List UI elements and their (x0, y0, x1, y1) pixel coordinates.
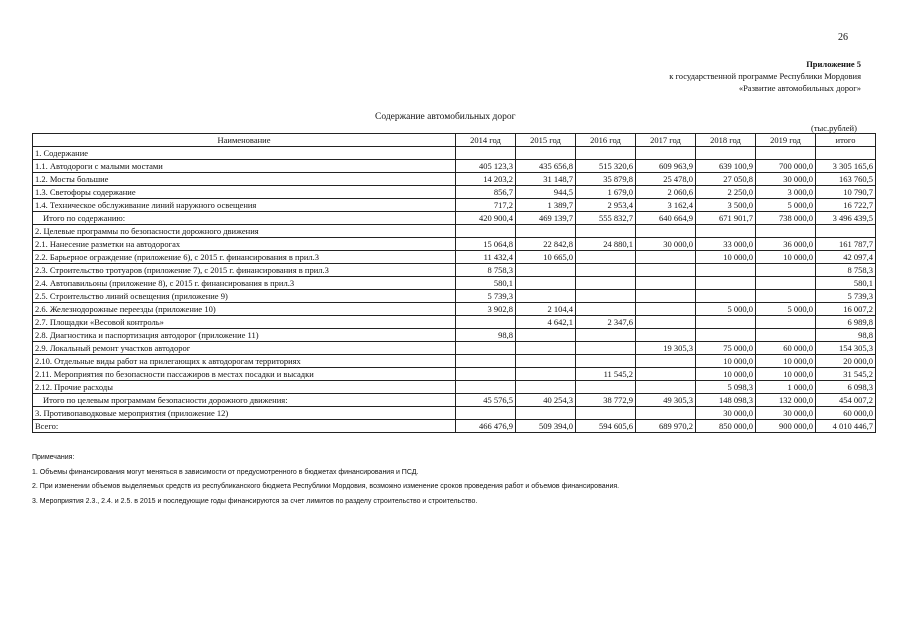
value-cell: 469 139,7 (516, 212, 576, 225)
value-cell (756, 290, 816, 303)
row-name-cell: 2.12. Прочие расходы (33, 381, 456, 394)
value-cell (576, 342, 636, 355)
value-cell: 30 000,0 (696, 407, 756, 420)
value-cell (756, 147, 816, 160)
note-2: 2. При изменении объемов выделяемых средств из республиканского бюджета Республики Мордовия, возможно изменение сроков проведения работ и объемов финансирования. (32, 483, 620, 490)
value-cell: 75 000,0 (696, 342, 756, 355)
value-cell: 5 098,3 (696, 381, 756, 394)
value-cell (456, 225, 516, 238)
row-name-cell: 2.9. Локальный ремонт участков автодорог (33, 342, 456, 355)
value-cell (636, 381, 696, 394)
table-row (33, 303, 876, 316)
value-cell: 2 060,6 (636, 186, 696, 199)
value-cell: 40 254,3 (516, 394, 576, 407)
value-cell: 1 389,7 (516, 199, 576, 212)
value-cell (516, 277, 576, 290)
value-cell (636, 407, 696, 420)
value-cell: 580,1 (816, 277, 876, 290)
value-cell: 3 162,4 (636, 199, 696, 212)
value-cell: 19 305,3 (636, 342, 696, 355)
value-cell: 16 722,7 (816, 199, 876, 212)
value-cell: 36 000,0 (756, 238, 816, 251)
value-cell: 132 000,0 (756, 394, 816, 407)
value-cell: 900 000,0 (756, 420, 816, 433)
value-cell: 45 576,5 (456, 394, 516, 407)
note-1: 1. Объемы финансирования могут меняться в зависимости от предусмотренного в бюджетах финансирования и ПСД. (32, 468, 419, 476)
value-cell: 3 496 439,5 (816, 212, 876, 225)
value-cell: 5 000,0 (756, 303, 816, 316)
value-cell (576, 225, 636, 238)
value-cell: 4 010 446,7 (816, 420, 876, 433)
value-cell (516, 355, 576, 368)
value-cell: 27 050,8 (696, 173, 756, 186)
value-cell: 11 432,4 (456, 251, 516, 264)
row-name-cell: 2.3. Строительство тротуаров (приложение 7), с 2015 г. финансирования в прил.3 (33, 264, 456, 277)
table-row (33, 407, 876, 420)
value-cell: 2 347,6 (576, 316, 636, 329)
appendix-program: к государственной программе Республики Мордовия (669, 71, 861, 81)
value-cell (576, 329, 636, 342)
value-cell (576, 264, 636, 277)
value-cell: 10 000,0 (696, 251, 756, 264)
value-cell: 60 000,0 (816, 407, 876, 420)
value-cell: 5 000,0 (756, 199, 816, 212)
value-cell: 435 656,8 (516, 160, 576, 173)
value-cell: 609 963,9 (636, 160, 696, 173)
notes (32, 452, 619, 510)
table-row (33, 394, 876, 407)
table-row (33, 212, 876, 225)
row-name-cell: 1.2. Мосты большие (33, 173, 456, 186)
value-cell: 3 000,0 (756, 186, 816, 199)
table-row (33, 277, 876, 290)
row-name-cell: Итого по целевым программам безопасности дорожного движения: (33, 394, 456, 407)
value-cell (636, 147, 696, 160)
value-cell (456, 407, 516, 420)
page-number: 26 (838, 32, 848, 43)
value-cell (636, 329, 696, 342)
table-row (33, 329, 876, 342)
value-cell: 2 953,4 (576, 199, 636, 212)
value-cell (636, 290, 696, 303)
value-cell (636, 355, 696, 368)
value-cell (576, 251, 636, 264)
value-cell (756, 316, 816, 329)
value-cell: 10 000,0 (756, 368, 816, 381)
table-row (33, 420, 876, 433)
value-cell: 639 100,9 (696, 160, 756, 173)
value-cell: 6 989,8 (816, 316, 876, 329)
note-3: 3. Мероприятия 2.3., 2.4. и 2.5. в 2015 и последующие годы финансируются за счет лимитов по разделу строительство и строительство. (32, 497, 478, 505)
value-cell (636, 251, 696, 264)
table-row (33, 264, 876, 277)
value-cell: 466 476,9 (456, 420, 516, 433)
value-cell: 3 305 165,6 (816, 160, 876, 173)
appendix-header (669, 58, 861, 94)
header-2017: 2017 год (636, 134, 696, 147)
value-cell: 31 545,2 (816, 368, 876, 381)
value-cell: 640 664,9 (636, 212, 696, 225)
value-cell: 738 000,0 (756, 212, 816, 225)
row-name-cell: 2.10. Отдельные виды работ на прилегающих к автодорогам территориях (33, 355, 456, 368)
value-cell: 42 097,4 (816, 251, 876, 264)
row-name-cell: Итого по содержанию: (33, 212, 456, 225)
table-row (33, 238, 876, 251)
value-cell (456, 342, 516, 355)
value-cell: 22 842,8 (516, 238, 576, 251)
value-cell (516, 329, 576, 342)
value-cell: 10 665,0 (516, 251, 576, 264)
row-name-cell: 2. Целевые программы по безопасности дорожного движения (33, 225, 456, 238)
table-row (33, 160, 876, 173)
value-cell (576, 290, 636, 303)
value-cell (636, 264, 696, 277)
value-cell (516, 407, 576, 420)
value-cell (636, 368, 696, 381)
value-cell: 33 000,0 (696, 238, 756, 251)
value-cell: 154 305,3 (816, 342, 876, 355)
table-row (33, 316, 876, 329)
value-cell: 161 787,7 (816, 238, 876, 251)
row-name-cell: 2.2. Барьерное ограждение (приложение 6), с 2015 г. финансирования в прил.3 (33, 251, 456, 264)
row-name-cell: 1. Содержание (33, 147, 456, 160)
value-cell: 148 098,3 (696, 394, 756, 407)
value-cell: 850 000,0 (696, 420, 756, 433)
header-2019: 2019 год (756, 134, 816, 147)
value-cell (756, 225, 816, 238)
value-cell (636, 225, 696, 238)
row-name-cell: 2.4. Автопавильоны (приложение 8), с 2015 г. финансирования в прил.3 (33, 277, 456, 290)
value-cell: 515 320,6 (576, 160, 636, 173)
table-row (33, 173, 876, 186)
value-cell: 20 000,0 (816, 355, 876, 368)
value-cell (696, 329, 756, 342)
value-cell: 163 760,5 (816, 173, 876, 186)
value-cell (576, 381, 636, 394)
value-cell (696, 264, 756, 277)
row-name-cell: 1.1. Автодороги с малыми мостами (33, 160, 456, 173)
value-cell: 10 000,0 (756, 251, 816, 264)
value-cell: 10 000,0 (696, 355, 756, 368)
value-cell (696, 290, 756, 303)
value-cell (516, 264, 576, 277)
value-cell: 25 478,0 (636, 173, 696, 186)
value-cell: 2 250,0 (696, 186, 756, 199)
row-name-cell: 2.1. Нанесение разметки на автодорогах (33, 238, 456, 251)
header-2016: 2016 год (576, 134, 636, 147)
value-cell: 8 758,3 (456, 264, 516, 277)
value-cell: 1 679,0 (576, 186, 636, 199)
table-row (33, 368, 876, 381)
row-name-cell: 2.7. Площадки «Весовой контроль» (33, 316, 456, 329)
value-cell: 38 772,9 (576, 394, 636, 407)
value-cell: 594 605,6 (576, 420, 636, 433)
value-cell (636, 316, 696, 329)
value-cell: 11 545,2 (576, 368, 636, 381)
table-row (33, 225, 876, 238)
value-cell: 60 000,0 (756, 342, 816, 355)
table-row (33, 199, 876, 212)
value-cell: 24 880,1 (576, 238, 636, 251)
value-cell: 14 203,2 (456, 173, 516, 186)
value-cell (516, 368, 576, 381)
row-name-cell: 2.8. Диагностика и паспортизация автодорог (приложение 11) (33, 329, 456, 342)
value-cell: 10 000,0 (756, 355, 816, 368)
value-cell (696, 225, 756, 238)
value-cell (516, 147, 576, 160)
header-2018: 2018 год (696, 134, 756, 147)
row-name-cell: 2.11. Мероприятия по безопасности пассажиров в местах посадки и высадки (33, 368, 456, 381)
value-cell: 3 500,0 (696, 199, 756, 212)
value-cell: 6 098,3 (816, 381, 876, 394)
value-cell: 31 148,7 (516, 173, 576, 186)
value-cell (576, 303, 636, 316)
appendix-label: Приложение 5 (806, 59, 861, 69)
value-cell (636, 303, 696, 316)
value-cell: 700 000,0 (756, 160, 816, 173)
header-2014: 2014 год (456, 134, 516, 147)
value-cell: 4 642,1 (516, 316, 576, 329)
value-cell (516, 225, 576, 238)
value-cell: 580,1 (456, 277, 516, 290)
table-row (33, 342, 876, 355)
value-cell: 30 000,0 (756, 407, 816, 420)
value-cell (456, 316, 516, 329)
value-cell: 35 879,8 (576, 173, 636, 186)
table-row (33, 147, 876, 160)
value-cell (516, 290, 576, 303)
value-cell: 98,8 (816, 329, 876, 342)
value-cell (576, 147, 636, 160)
value-cell: 671 901,7 (696, 212, 756, 225)
value-cell (816, 225, 876, 238)
header-2015: 2015 год (516, 134, 576, 147)
page-title: Содержание автомобильных дорог (375, 112, 516, 122)
value-cell (816, 147, 876, 160)
value-cell (756, 329, 816, 342)
value-cell: 30 000,0 (636, 238, 696, 251)
row-name-cell: 1.4. Техническое обслуживание линий наружного освещения (33, 199, 456, 212)
table-row (33, 186, 876, 199)
value-cell: 454 007,2 (816, 394, 876, 407)
value-cell: 16 007,2 (816, 303, 876, 316)
value-cell: 420 900,4 (456, 212, 516, 225)
row-name-cell: 3. Противопаводковые мероприятия (приложение 12) (33, 407, 456, 420)
value-cell: 98,8 (456, 329, 516, 342)
value-cell: 5 739,3 (816, 290, 876, 303)
value-cell: 509 394,0 (516, 420, 576, 433)
value-cell (696, 147, 756, 160)
value-cell: 10 790,7 (816, 186, 876, 199)
table-row (33, 355, 876, 368)
value-cell: 3 902,8 (456, 303, 516, 316)
table-row (33, 251, 876, 264)
value-cell (456, 381, 516, 394)
row-name-cell: 2.5. Строительство линий освещения (приложение 9) (33, 290, 456, 303)
notes-title: Примечания: (32, 454, 75, 461)
financing-table (32, 133, 876, 433)
value-cell: 1 000,0 (756, 381, 816, 394)
table-row (33, 381, 876, 394)
value-cell (456, 355, 516, 368)
value-cell: 944,5 (516, 186, 576, 199)
row-name-cell: 1.3. Светофоры содержание (33, 186, 456, 199)
header-name: Наименование (33, 134, 456, 147)
value-cell (456, 147, 516, 160)
value-cell (516, 342, 576, 355)
value-cell: 405 123,3 (456, 160, 516, 173)
value-cell: 2 104,4 (516, 303, 576, 316)
value-cell: 8 758,3 (816, 264, 876, 277)
value-cell: 30 000,0 (756, 173, 816, 186)
value-cell (636, 277, 696, 290)
value-cell: 689 970,2 (636, 420, 696, 433)
value-cell: 555 832,7 (576, 212, 636, 225)
value-cell: 15 064,8 (456, 238, 516, 251)
value-cell: 856,7 (456, 186, 516, 199)
value-cell (696, 316, 756, 329)
table-row (33, 290, 876, 303)
value-cell (576, 277, 636, 290)
header-total: итого (816, 134, 876, 147)
table-header-row (33, 134, 876, 147)
value-cell: 5 739,3 (456, 290, 516, 303)
value-cell (456, 368, 516, 381)
row-name-cell: Всего: (33, 420, 456, 433)
value-cell: 10 000,0 (696, 368, 756, 381)
units-label: (тыс.рублей) (811, 123, 857, 133)
value-cell: 717,2 (456, 199, 516, 212)
value-cell (576, 355, 636, 368)
value-cell (576, 407, 636, 420)
value-cell: 49 305,3 (636, 394, 696, 407)
value-cell: 5 000,0 (696, 303, 756, 316)
value-cell (756, 277, 816, 290)
appendix-program-name: «Развитие автомобильных дорог» (738, 83, 861, 93)
row-name-cell: 2.6. Железнодорожные переезды (приложение 10) (33, 303, 456, 316)
value-cell (756, 264, 816, 277)
value-cell (516, 381, 576, 394)
value-cell (696, 277, 756, 290)
